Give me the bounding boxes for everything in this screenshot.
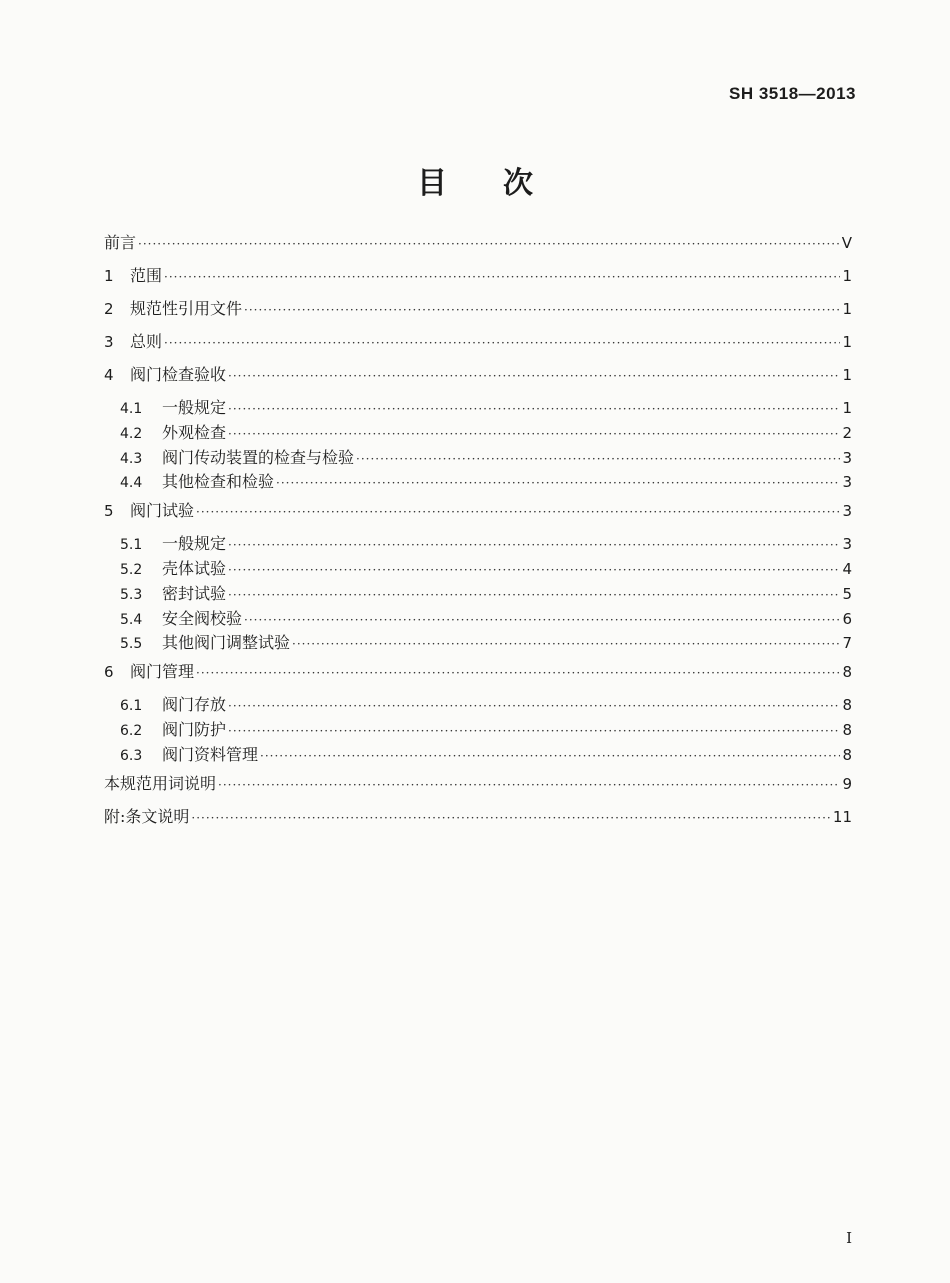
toc-entry[interactable] — [104, 694, 852, 719]
toc-leader-dots — [260, 745, 840, 767]
toc-entry-title: 前言 — [104, 233, 137, 252]
toc-leader-dots — [218, 774, 840, 796]
toc-entry[interactable] — [104, 583, 852, 608]
toc-entry-number: 4.1 — [120, 401, 143, 417]
toc-entry-title: 总则 — [130, 332, 163, 351]
toc-entry-title: 其他阀门调整试验 — [162, 633, 291, 653]
toc-entry[interactable] — [104, 232, 852, 265]
toc-entry-page: 4 — [842, 559, 852, 578]
toc-entry-number: 5.1 — [120, 537, 143, 554]
toc-entry-page: 11 — [832, 807, 852, 826]
toc-leader-dots — [196, 662, 840, 684]
toc-entry-title: 安全阀校验 — [162, 608, 243, 628]
toc-entry-page: V — [841, 234, 852, 252]
toc-entry-page: 8 — [842, 696, 852, 715]
toc-entry-number: 6.3 — [120, 747, 143, 764]
toc-leader-dots — [228, 365, 840, 387]
toc-leader-dots — [191, 807, 831, 829]
toc-entry-number: 4 — [104, 366, 114, 384]
toc-entry[interactable] — [104, 773, 852, 806]
toc-leader-dots — [228, 584, 840, 606]
toc-entry-title: 密封试验 — [162, 583, 227, 603]
toc-entry[interactable] — [104, 447, 852, 472]
toc-leader-dots — [244, 609, 840, 631]
toc-entry-page: 9 — [842, 774, 852, 793]
toc-leader-dots — [228, 398, 840, 420]
toc-entry[interactable] — [104, 364, 852, 397]
toc-entry-number: 6 — [104, 663, 114, 682]
toc-entry[interactable] — [104, 661, 852, 694]
toc-entry-page: 3 — [842, 535, 852, 554]
toc-entry[interactable] — [104, 500, 852, 533]
toc-entry-page: 8 — [842, 745, 852, 764]
toc-entry-number: 5.5 — [120, 636, 143, 653]
toc-entry-number: 5.2 — [120, 561, 143, 578]
toc-entry-page: 5 — [842, 584, 852, 603]
toc-entry-number: 3 — [104, 333, 114, 351]
toc-entry-page: 7 — [842, 634, 852, 653]
toc-leader-dots — [244, 299, 840, 321]
toc-entry[interactable] — [104, 422, 852, 447]
toc-entry-title: 阀门试验 — [130, 501, 195, 521]
toc-entry-title: 阀门检查验收 — [130, 365, 227, 384]
toc-leader-dots — [138, 233, 840, 255]
toc-entry-number: 5.4 — [120, 611, 143, 628]
toc-entry-title: 阀门防护 — [162, 719, 227, 739]
toc-entry[interactable] — [104, 533, 852, 558]
toc-leader-dots — [164, 266, 840, 288]
toc-entry[interactable] — [104, 298, 852, 331]
toc-entry-page: 1 — [842, 399, 852, 417]
page-title — [0, 158, 950, 202]
toc-entry[interactable] — [104, 719, 852, 744]
toc-entry-page: 3 — [842, 502, 852, 521]
toc-entry[interactable] — [104, 632, 852, 657]
toc-entry-title: 一般规定 — [162, 534, 227, 554]
toc-entry-title: 外观检查 — [162, 422, 227, 442]
toc-entry-page: 3 — [842, 473, 852, 492]
toc-entry[interactable] — [104, 806, 852, 839]
toc-leader-dots — [164, 332, 840, 354]
title-char-2: 次 — [503, 166, 533, 201]
toc-entry-number: 4.2 — [120, 425, 143, 442]
standard-code: SH 3518—2013 — [729, 84, 856, 103]
toc-entry-number: 5.3 — [120, 586, 143, 603]
toc-entry-page: 1 — [842, 366, 852, 384]
toc-leader-dots — [276, 472, 840, 494]
toc-entry-title: 其他检查和检验 — [162, 472, 275, 492]
toc-entry-title: 阀门资料管理 — [162, 744, 259, 764]
table-of-contents — [104, 232, 852, 839]
toc-entry-number: 5 — [104, 502, 114, 521]
toc-entry[interactable] — [104, 558, 852, 583]
toc-entry[interactable] — [104, 744, 852, 769]
toc-entry[interactable] — [104, 471, 852, 496]
toc-leader-dots — [228, 559, 840, 581]
toc-entry[interactable] — [104, 331, 852, 364]
toc-leader-dots — [228, 423, 840, 445]
toc-entry-title: 壳体试验 — [162, 558, 227, 578]
toc-leader-dots — [228, 720, 840, 742]
toc-entry-page: 2 — [842, 423, 852, 442]
toc-entry-page: 8 — [842, 720, 852, 739]
toc-entry-title: 一般规定 — [162, 398, 227, 417]
toc-entry-page: 1 — [842, 267, 852, 285]
toc-entry-page: 1 — [842, 333, 852, 351]
toc-entry-page: 3 — [842, 448, 852, 467]
toc-entry-title: 阀门传动装置的检查与检验 — [162, 447, 355, 467]
toc-entry-number: 1 — [104, 267, 114, 285]
toc-entry[interactable] — [104, 397, 852, 422]
toc-leader-dots — [356, 448, 840, 470]
toc-leader-dots — [292, 633, 840, 655]
toc-entry-number: 4.3 — [120, 450, 143, 467]
toc-entry-title: 规范性引用文件 — [130, 299, 243, 318]
toc-entry-title: 范围 — [130, 266, 163, 285]
toc-entry-page: 1 — [842, 300, 852, 318]
title-char-1: 目 — [417, 166, 447, 201]
toc-leader-dots — [196, 501, 840, 523]
toc-entry-number: 6.2 — [120, 722, 143, 739]
toc-entry-title: 阀门存放 — [162, 695, 227, 715]
toc-entry-page: 8 — [842, 663, 852, 682]
toc-entry[interactable] — [104, 265, 852, 298]
toc-entry[interactable] — [104, 608, 852, 633]
toc-entry-page: 6 — [842, 609, 852, 628]
toc-entry-title: 阀门管理 — [130, 662, 195, 682]
toc-entry-title: 附:条文说明 — [104, 806, 190, 826]
toc-entry-number: 4.4 — [120, 475, 143, 492]
toc-entry-number: 2 — [104, 300, 114, 318]
toc-leader-dots — [228, 534, 840, 556]
page-number: I — [846, 1229, 852, 1247]
toc-entry-number: 6.1 — [120, 698, 143, 715]
toc-entry-title: 本规范用词说明 — [104, 773, 217, 793]
toc-leader-dots — [228, 695, 840, 717]
